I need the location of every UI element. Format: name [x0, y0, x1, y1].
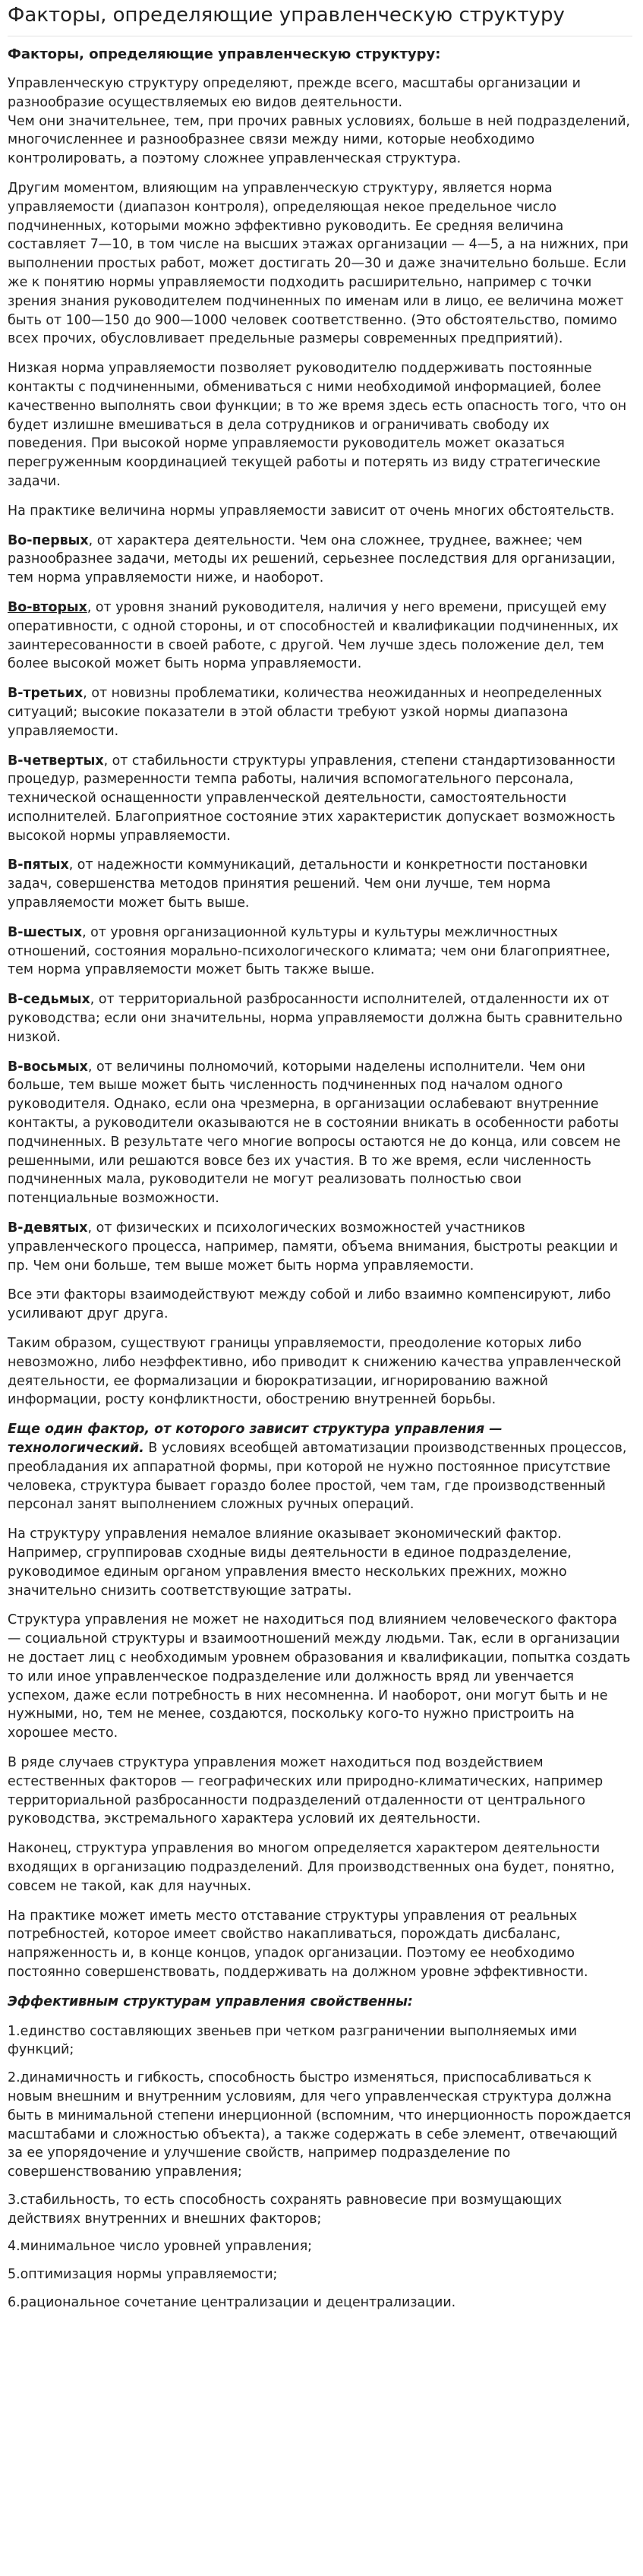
intro-line-1: Управленческую структуру определяют, прежде всего, масштабы организации и разнообразие осуществляемых ею видов деятельности. — [8, 76, 581, 110]
factor-text: , от новизны проблематики, количества неожиданных и неопределенных ситуаций; высокие показатели в этой области требуют узкой нормы диапазона управляемости. — [8, 686, 602, 739]
effective-list-item: 4.минимальное число уровней управления; — [8, 2239, 313, 2255]
effective-list-item: 2.динамичность и гибкость, способность быстро изменяться, приспосабливаться к новым внешним и внутренним условиям, для чего управленческая структура должна быть в минимальной степени инерционной (вспомним, что инерционность порождается масштабами и сложностью объекта), а также содержать в себе элемент, отвечающий за ее упорядочение и улучшение свойств, например подразделение по совершенствованию управления; — [8, 2070, 632, 2180]
factor-text: , от уровня организационной культуры и культуры межличностных отношений, состояния морально-психологического климата; чем они благоприятнее, тем норма управляемости может быть также выше. — [8, 924, 610, 978]
norm-paragraph: Другим моментом, влияющим на управленческую структуру, является норма управляемости (диапазон контроля), определяющая некое предельное число подчиненных, которыми можно эффективно руководить. Ее средняя величина составляет 7—10, в том числе на высших этажах организации — 4—5, а на нижних, при выполнении простых работ, может достигать 20—30 и даже значительно больше. Если же к понятию нормы управляемости подходить расширительно, например с точки зрения знания руководителем подчиненных по именам или в лицо, ее величина может быть от 100—150 до 900—1000 человек соответственно. (Это обстоятельство, помимо всех прочих, обусловливает предельные размеры современных предприятий). — [8, 180, 629, 347]
factor-lead: В-третьих — [8, 686, 84, 702]
factor-paragraph — [8, 752, 632, 846]
tech-factor-text: В условиях всеобщей автоматизации производственных процессов, преобладания их аппаратной формы, при которой не нужно постоянное присутствие человека, структура бывает гораздо более простой, чем там, где производственный персонал занят выполнением сложных ручных операций. — [8, 1441, 627, 1513]
factor-paragraph — [8, 532, 632, 588]
factor-lead: В-шестых — [8, 924, 83, 940]
factor-text: , от величины полномочий, которыми наделены исполнители. Чем они больше, тем выше может быть численность подчиненных под началом одного руководителя. Однако, если она чрезмерна, в организации ослабевают внутренние контакты, а руководители оказываются не в состоянии вникать в особенности работы подчиненных. В результате чего многие вопросы остаются не до конца, или совсем не решенными, или решаются вовсе без их участия. В то же время, если численность подчиненных мала, руководители не могут реализовать полностью свои потенциальные возможности. — [8, 1059, 621, 1207]
page-title: Факторы, определяющие управленческую структуру — [8, 4, 565, 27]
factor-text: , от стабильности структуры управления, степени стандартизованности процедур, размеренности темпа работы, наличия вспомогательного персонала, технической оснащенности управленческой деятельности, самостоятельности исполнителей. Благоприятное состояние этих характеристик допускает возможность высокой нормы управляемости. — [8, 753, 616, 844]
effective-heading-text: Эффективным структурам управления свойственны: — [8, 1994, 413, 2009]
limits-paragraph: Таким образом, существуют границы управляемости, преодоление которых либо невозможно, либо неэффективно, ибо приводит к снижению качества управленческой деятельности, ее формализации и бюрократизации, игнорированию важной информации, росту конфликтности, обострению внутренней борьбы. — [8, 1336, 622, 1408]
factor-lead: В-пятых — [8, 857, 69, 873]
tech-factor-paragraph — [8, 1420, 632, 1514]
factor-lead: В-четвертых — [8, 753, 104, 769]
factor-paragraph — [8, 684, 632, 740]
natural-factor-paragraph: В ряде случаев структура управления может находиться под воздействием естественных факторов — географических или природно-климатических, например территориальной разбросанности подразделений отдаленности от центрального руководства, экстремального характера условий их деятельности. — [8, 1754, 604, 1827]
depends-paragraph: На практике величина нормы управляемости зависит от очень многих обстоятельств. — [8, 503, 615, 519]
effective-list-item: 5.оптимизация нормы управляемости; — [8, 2267, 278, 2283]
effective-heading — [8, 1993, 632, 2012]
factor-text: , от надежности коммуникаций, детальности и конкретности постановки задач, совершенства методов принятия решений. Чем они лучше, тем норма управляемости может быть выше. — [8, 857, 588, 911]
factor-text: , от территориальной разбросанности исполнителей, отдаленности их от руководства; если они значительны, норма управляемости должна быть сравнительно низкой. — [8, 992, 623, 1045]
factor-lead: В-восьмых — [8, 1059, 88, 1075]
effective-list-item: 6.рациональное сочетание централизации и децентрализации. — [8, 2295, 456, 2311]
intro-line-2: Чем они значительнее, тем, при прочих равных условиях, больше в ней подразделений, многочисленнее и разнообразнее связи между ними, которые необходимо контролировать, а поэтому сложнее управленческая структура. — [8, 113, 631, 167]
factor-text: , от характера деятельности. Чем она сложнее, труднее, важнее; чем разнообразнее задачи, методы их решений, серьезнее последствия для организации, тем норма управляемости ниже, и наоборот. — [8, 532, 616, 586]
all-factors-paragraph: Все эти факторы взаимодействуют между собой и либо взаимно компенсируют, либо усиливают друг друга. — [8, 1287, 611, 1322]
factor-lead: Во-первых — [8, 532, 89, 548]
factor-paragraph — [8, 923, 632, 980]
character-paragraph: Наконец, структура управления во многом определяется характером деятельности входящих в организацию подразделений. Для производственных она будет, понятно, совсем не такой, как для научных. — [8, 1841, 615, 1894]
factor-lead: В-седьмых — [8, 992, 90, 1008]
effective-list-item: 1.единство составляющих звеньев при четком разграничении выполняемых ими функций; — [8, 2023, 577, 2058]
section-subtitle: Факторы, определяющие управленческую структуру: — [8, 46, 441, 62]
economic-paragraph: На структуру управления немалое влияние оказывает экономический фактор. Например, сгруппировав сходные виды деятельности в единое подразделение, руководимое единым органом управления вместо нескольких прежних, можно значительно снизить соответствующие затраты. — [8, 1526, 572, 1599]
factor-text: , от уровня знаний руководителя, наличия у него времени, присущей ему оперативности, с одной стороны, и от способностей и квалификации подчиненных, их заинтересованности в своей работе, с другой. Чем лучше здесь положение дел, тем более высокой может быть норма управляемости. — [8, 599, 619, 672]
tech-factor-lead: Еще один фактор, от которого зависит структура управления — технологический. — [8, 1422, 503, 1456]
lag-paragraph: На практике может иметь место отставание структуры управления от реальных потребностей, которое имеет свойство накапливаться, порождать дисбаланс, напряженность и, в конце концов, упадок организации. Поэтому ее необходимо постоянно совершенствовать, поддерживать на должном уровне эффективности. — [8, 1908, 588, 1980]
factor-paragraph — [8, 856, 632, 912]
factor-paragraph — [8, 598, 632, 674]
factor-paragraph — [8, 990, 632, 1046]
low-high-norm-paragraph: Низкая норма управляемости позволяет руководителю поддерживать постоянные контакты с подчиненными, обмениваться с ними необходимой информацией, более качественно выполнять свои функции; в то же время здесь есть опасность того, что он будет излишне вмешиваться в дела сотрудников и ограничивать свободу их поведения. При высокой норме управляемости руководитель может оказаться перегруженным координацией текущей работы и потерять из виду стратегические задачи. — [8, 361, 627, 489]
factor-lead: В-девятых — [8, 1220, 88, 1236]
factor-paragraph — [8, 1058, 632, 1208]
factor-lead: Во-вторых — [8, 599, 87, 615]
factor-text: , от физических и психологических возможностей участников управленческого процесса, например, памяти, объема внимания, быстроты реакции и пр. Чем они больше, тем выше может быть норма управляемости. — [8, 1220, 618, 1274]
human-factor-paragraph: Структура управления не может не находиться под влиянием человеческого фактора — социальной структуры и взаимоотношений между людьми. Так, если в организации не достает лиц с необходимым уровнем образования и квалификации, попытка создать то или иное управленческое подразделение или должность вряд ли увенчается успехом, даже если потребность в них несомненна. И наоборот, они могут быть и не нужными, но, тем не менее, создаются, поскольку кого-то нужно пристроить на хорошее место. — [8, 1612, 631, 1741]
intro-paragraph — [8, 74, 632, 169]
factor-paragraph — [8, 1219, 632, 1275]
effective-list-item: 3.стабильность, то есть способность сохранять равновесие при возмущающих действиях внутренних и внешних факторов; — [8, 2192, 563, 2227]
